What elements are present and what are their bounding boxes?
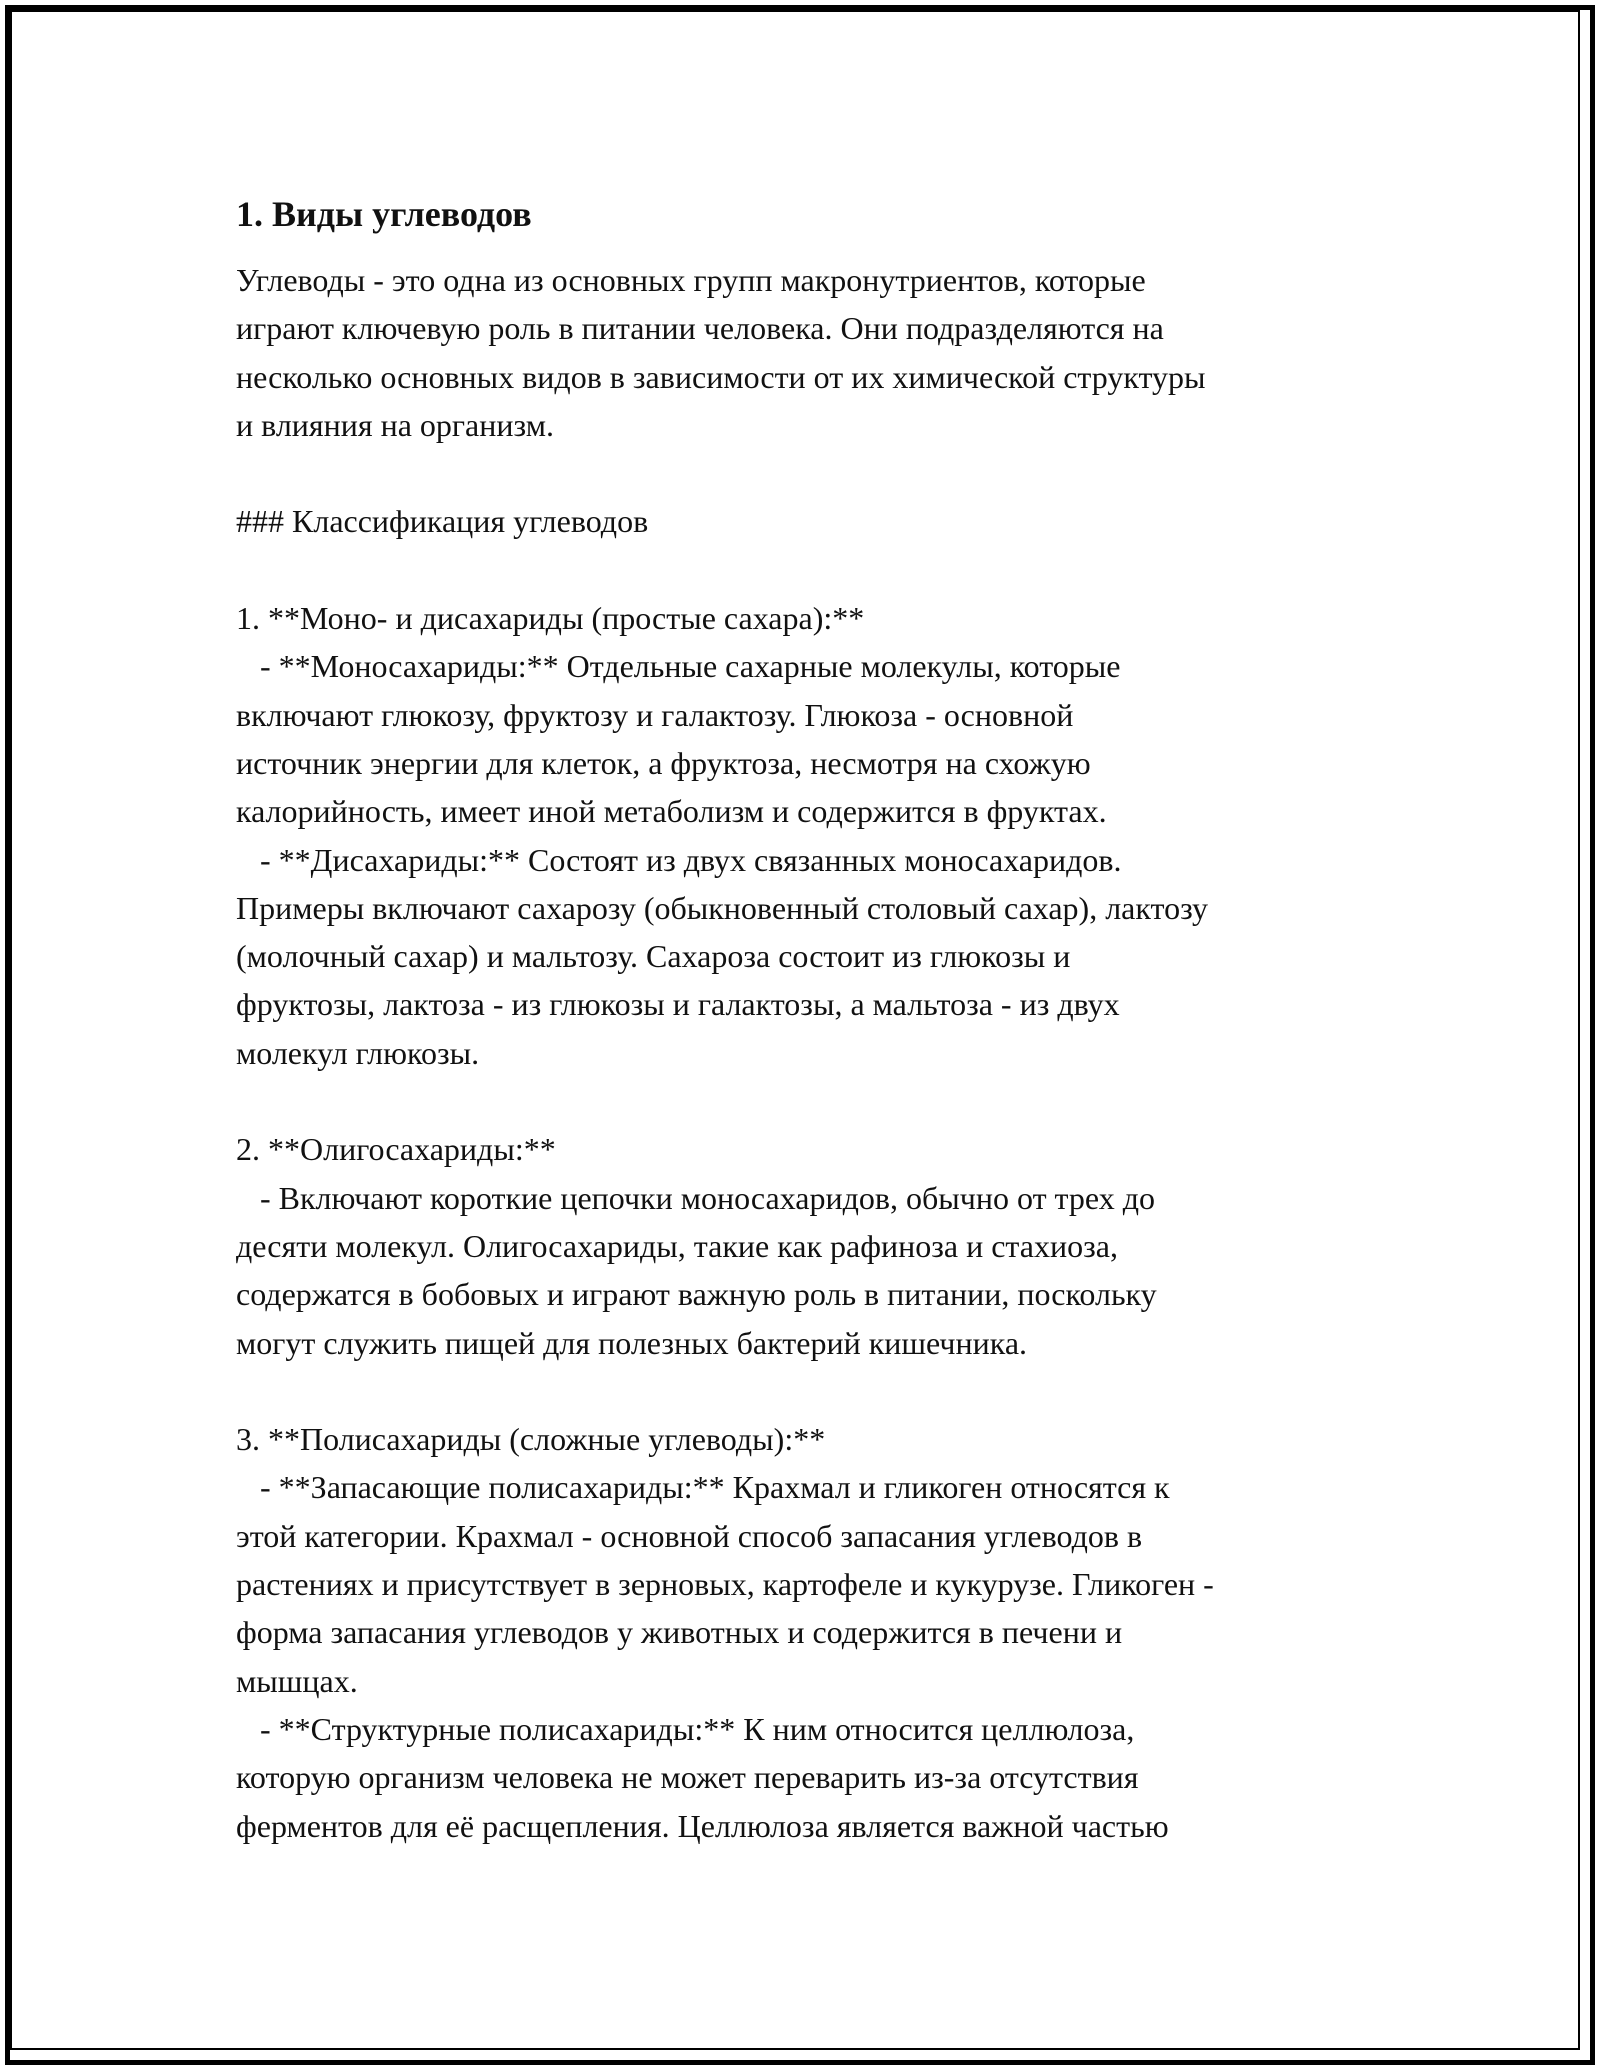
text-line: - **Структурные полисахариды:** К ним относится целлюлоза, [236,1710,1135,1747]
text-line: несколько основных видов в зависимости от их химической структуры [236,358,1206,395]
blank-line [236,546,1376,594]
text-lines [236,256,1376,1850]
text-line: которую организм человека не может переварить из-за отсутствия [236,1759,1139,1796]
text-line: содержатся в бобовых и играют важную роль в питании, поскольку [236,1276,1157,1313]
text-line: растениях и присутствует в зерновых, картофеле и кукурузе. Гликоген - [236,1566,1214,1603]
text-line: Примеры включают сахарозу (обыкновенный столовый сахар), лактозу [236,889,1209,926]
text-line: ферментов для её расщепления. Целлюлоза является важной частью [236,1807,1169,1844]
text-line: мышцах. [236,1662,358,1699]
text-line: молекул глюкозы. [236,1034,480,1071]
text-line: калорийность, имеет иной метаболизм и содержится в фруктах. [236,793,1107,830]
blank-line [236,1367,1376,1415]
text-line: играют ключевую роль в питании человека. Они подразделяются на [236,310,1164,347]
text-line: (молочный сахар) и мальтозу. Сахароза состоит из глюкозы и [236,938,1071,975]
text-line: форма запасания углеводов у животных и содержится в печени и [236,1614,1123,1651]
text-line: ### Классификация углеводов [236,503,649,540]
text-line: этой категории. Крахмал - основной способ запасания углеводов в [236,1517,1143,1554]
text-line: 3. **Полисахариды (сложные углеводы):** [236,1421,826,1458]
text-line: - **Моносахариды:** Отдельные сахарные молекулы, которые [236,648,1121,685]
blank-line [236,449,1376,497]
text-line: 1. **Моно- и дисахариды (простые сахара):** [236,600,865,637]
text-line: и влияния на организм. [236,406,554,443]
text-line: фруктозы, лактоза - из глюкозы и галактозы, а мальтоза - из двух [236,986,1120,1023]
text-line: 2. **Олигосахариды:** [236,1131,556,1168]
blank-line [236,1077,1376,1125]
text-line: - Включают короткие цепочки моносахаридов, обычно от трех до [236,1179,1155,1216]
text-line: источник энергии для клеток, а фруктоза, несмотря на схожую [236,744,1091,781]
text-line: - **Запасающие полисахариды:** Крахмал и гликоген относятся к [236,1469,1170,1506]
text-line: - **Дисахариды:** Состоят из двух связанных моносахаридов. [236,841,1122,878]
document-body [236,184,1376,1850]
text-line: могут служить пищей для полезных бактерий кишечника. [236,1324,1028,1361]
section-heading: 1. Виды углеводов [236,194,532,234]
text-line: Углеводы - это одна из основных групп макронутриентов, которые [236,262,1146,298]
text-line: включают глюкозу, фруктозу и галактозу. Глюкоза - основной [236,696,1074,733]
text-line: десяти молекул. Олигосахариды, такие как рафиноза и стахиоза, [236,1227,1118,1264]
